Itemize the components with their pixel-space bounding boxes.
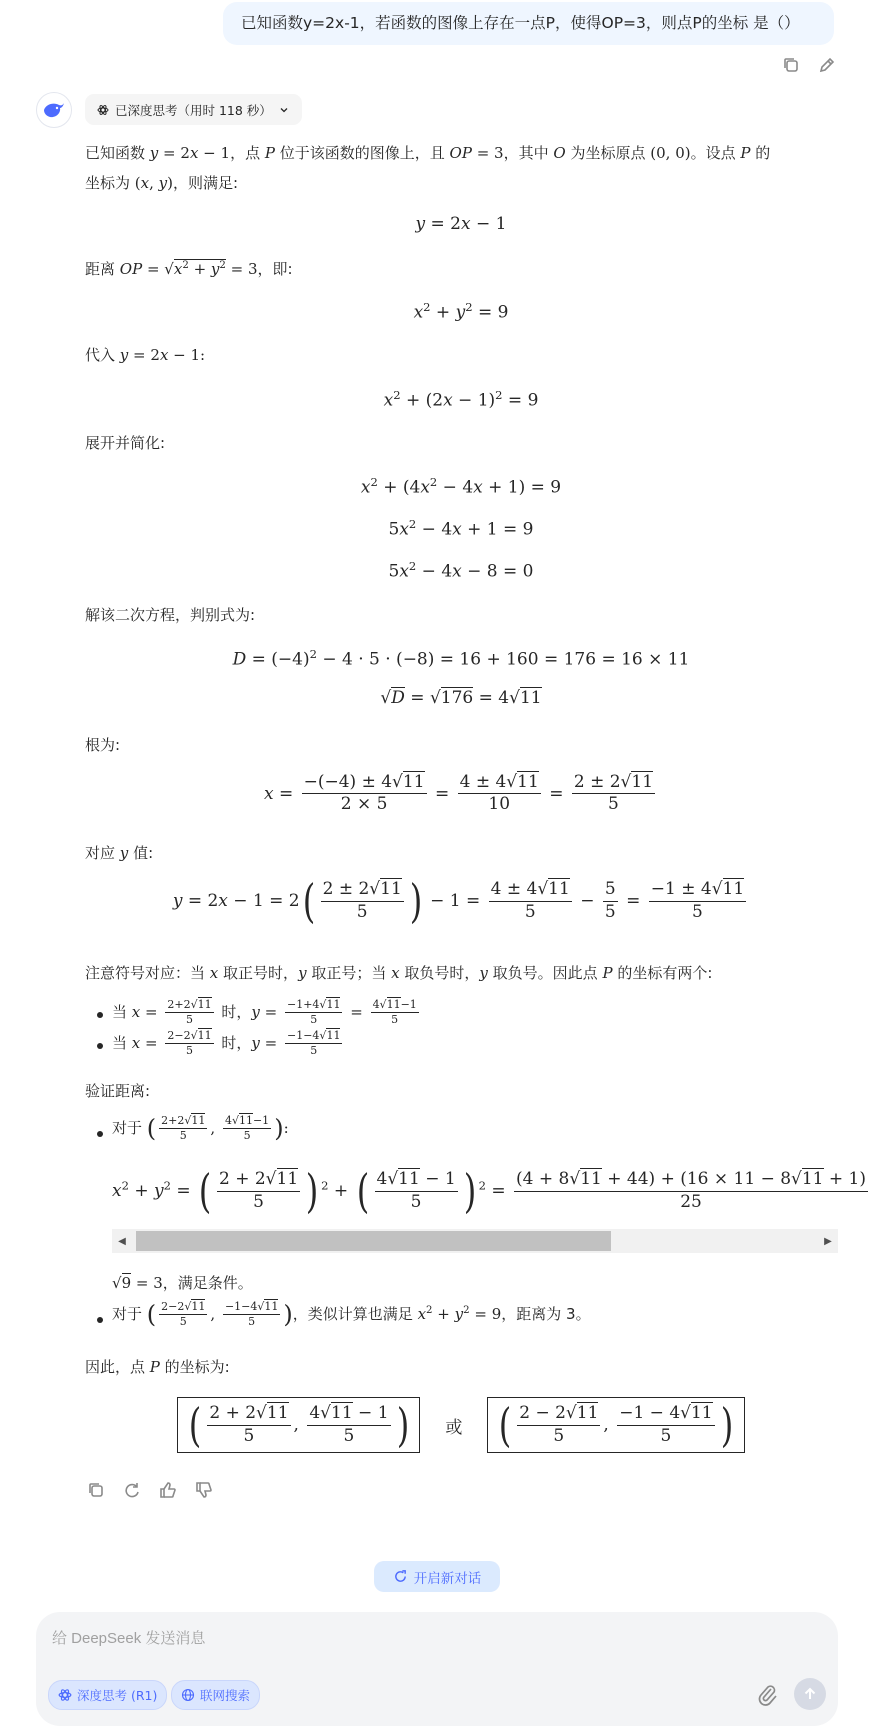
verify-result-text: √9 = 3，满足条件。 — [112, 1274, 253, 1292]
chevron-down-icon — [278, 104, 290, 116]
verify-equation-scrollable: $x^2 + y^2$ = ( $\frac{2 + 2√11}{5}$ ) $^2$ + ( $\frac{4√11 - 1}{5}$ ) $^2$ = $\frac{(4 + 8√11 + 44) + (16 \times 11 - 8√11 + 1)}{25}$ — [112, 1164, 866, 1218]
or-label: 或 — [445, 1417, 463, 1438]
list-item: 当 x = $\frac{2-2√11}{5}$ 时，y = $\frac{-1-4√11}{5}$ — [112, 1029, 341, 1057]
regenerate-icon[interactable] — [121, 1479, 143, 1501]
edit-icon[interactable] — [816, 54, 838, 76]
y-value-text: 对应 y 值: — [85, 844, 154, 862]
arrow-up-icon — [802, 1686, 818, 1702]
new-chat-label: 开启新对话 — [413, 1570, 482, 1587]
atom-icon — [97, 104, 109, 116]
message-composer — [36, 1612, 838, 1726]
equation-circle: $x^2 + y^2 = 9$ — [413, 300, 509, 323]
user-message-bubble — [223, 2, 834, 45]
equation-discriminant: $D = (-4)^2 - 4 \cdot 5 \cdot (-8) = 16 + 160 = 176 = 16 \times 11$ — [232, 647, 690, 670]
web-search-button[interactable] — [171, 1680, 260, 1710]
equation-y-values: y = 2x − 1 = 2( $\frac{2 \pm 2√11}{5}$ ) − 1 = $\frac{4 \pm 4√11}{5}$ − $\frac{5}{5}$ = $\frac{-1 \pm 4√11}{5}$ — [172, 874, 745, 928]
list-item: 对于 ( $\frac{2-2√11}{5}$ , $\frac{-1-4√11}{5}$ )，类似计算也满足 $x^2 + y^2 = 9$，距离为 3。 — [112, 1300, 591, 1329]
scroll-left-icon[interactable]: ◀ — [118, 1235, 126, 1247]
equation-expanded-2: $5x^2 - 4x + 1 = 9$ — [388, 517, 534, 540]
think-label: 已深度思考（用时 118 秒） — [115, 102, 272, 118]
thumbs-up-icon[interactable] — [157, 1479, 179, 1501]
list-bullet — [97, 1131, 103, 1137]
copy-icon[interactable] — [780, 54, 802, 76]
answer-box-1: ( $\frac{2 + 2√11}{5}$ , $\frac{4√11 - 1}{5}$ ) — [177, 1397, 420, 1453]
thumbs-down-icon[interactable] — [193, 1479, 215, 1501]
deepseek-logo-icon — [36, 92, 72, 128]
deep-think-toggle[interactable] — [85, 94, 302, 125]
list-item: 对于 ( $\frac{2+2√11}{5}$ , $\frac{4√11-1}{5}$ ): — [112, 1114, 289, 1143]
sign-note-text: 注意符号对应：当 x 取正号时，y 取正号；当 x 取负号时，y 取负号。因此点 P 的坐标有两个: — [85, 964, 713, 982]
user-message-actions — [780, 54, 838, 76]
new-chat-icon — [393, 1569, 408, 1584]
equation-roots: x = $\frac{-(-4) \pm 4√11}{2 \times 5}$ = $\frac{4 \pm 4√11}{10}$ = $\frac{2 \pm 2√11}{5}$ — [263, 772, 654, 815]
intro-line-1: 已知函数 y = 2x − 1，点 P 位于该函数的图像上，且 OP = 3，其中 O 为坐标原点 (0, 0)。设点 P 的 — [85, 144, 771, 162]
equation-sqrt-discriminant: √D = √176 = 4√11 — [380, 688, 542, 708]
intro-line-2: 坐标为 (x, y)，则满足: — [85, 174, 239, 192]
answer-box-2: ( $\frac{2 - 2√11}{5}$ , $\frac{-1 - 4√11}{5}$ ) — [487, 1397, 744, 1453]
message-input[interactable] — [50, 1620, 794, 1656]
distance-text: 距离 OP = $√x^2 + y^2 = 3$，即: — [85, 260, 293, 278]
scrollbar-thumb[interactable] — [136, 1231, 611, 1251]
web-search-label: 联网搜索 — [200, 1688, 251, 1703]
deep-think-label: 深度思考 (R1) — [77, 1688, 158, 1703]
assistant-message-actions — [85, 1479, 215, 1501]
equation-substituted: $x^2 + (2x - 1)^2 = 9$ — [383, 388, 539, 411]
list-bullet — [97, 1043, 103, 1049]
atom-icon — [58, 1688, 72, 1702]
substitute-text: 代入 y = 2x − 1: — [85, 346, 206, 364]
deep-think-button[interactable] — [48, 1680, 167, 1710]
equation-expanded-3: $5x^2 - 4x - 8 = 0$ — [388, 559, 534, 582]
expand-text: 展开并简化: — [85, 434, 166, 452]
list-item: 当 x = $\frac{2+2√11}{5}$ 时，y = $\frac{-1+4√11}{5}$ = $\frac{4√11-1}{5}$ — [112, 998, 417, 1026]
equation-line: y = 2x − 1 — [415, 214, 507, 234]
conclusion-text: 因此，点 P 的坐标为: — [85, 1358, 230, 1376]
new-chat-button[interactable] — [374, 1561, 500, 1592]
horizontal-scrollbar[interactable] — [112, 1229, 838, 1253]
user-question: 已知函数y=2x-1，若函数的图像上存在一点P，使得OP=3，则点P的坐标 是（） — [241, 14, 800, 32]
list-bullet — [97, 1012, 103, 1018]
scroll-right-icon[interactable]: ▶ — [824, 1235, 832, 1247]
equation-expanded-1: $x^2 + (4x^2 - 4x + 1) = 9$ — [360, 475, 562, 498]
final-answer — [85, 1397, 837, 1453]
verify-text: 验证距离: — [85, 1082, 151, 1100]
copy-icon[interactable] — [85, 1479, 107, 1501]
attach-icon[interactable] — [756, 1682, 778, 1710]
globe-icon — [181, 1688, 195, 1702]
list-bullet — [97, 1317, 103, 1323]
solve-text: 解该二次方程，判别式为: — [85, 606, 256, 624]
send-button[interactable] — [794, 1678, 826, 1710]
roots-text: 根为: — [85, 736, 121, 754]
